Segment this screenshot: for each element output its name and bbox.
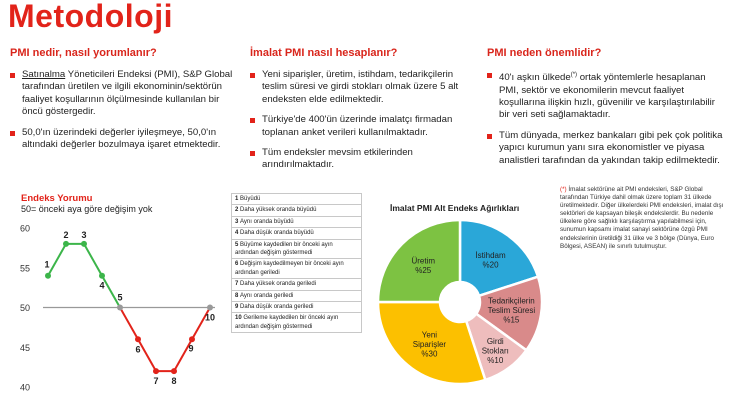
bullet-text: Tüm dünyada, merkez bankaları gibi pek çok politika yapıcı kurumun yanı sıra ekonomistler ve piyasa analistleri tarafından da yakından takip edilmektedir. [499,129,723,166]
footnote [560,186,732,251]
data-point [207,305,213,311]
legend-row [232,302,362,313]
bullet-item [250,114,470,139]
legend-cell [232,228,362,239]
legend-cell [232,279,362,290]
y-tick-label: 50 [19,303,30,313]
slice-label: Girdi Stokları %10 [481,337,509,366]
pie-chart-title: İmalat PMI Alt Endeks Ağırlıkları [390,203,520,213]
legend-cell [232,313,362,333]
data-point [45,273,51,279]
point-label: 8 [171,376,177,387]
bullet-text: Yeni siparişler, üretim, istihdam, tedarikçilerin teslim süresi ve girdi stokları olmak üzere 5 alt endeksten elde edilmektedir. [262,69,459,105]
legend-cell [232,302,362,313]
legend-cell [232,194,362,205]
column-what-is-pmi [10,47,238,159]
legend-row [232,279,362,290]
slice-label: Üretim %25 [411,256,436,275]
legend-number: 9 [235,304,241,311]
point-label: 2 [63,229,69,240]
legend-row [232,194,362,205]
y-tick-label: 60 [19,223,30,234]
line-segment [84,244,102,276]
column-heading: PMI nedir, nasıl yorumlanır? [10,47,157,59]
data-point [81,241,87,247]
bullet-item [250,147,470,172]
column-heading: İmalat PMI nasıl hesaplanır? [250,47,398,59]
page-title: Metodoloji [8,0,173,34]
legend-number: 1 [235,196,241,202]
bullet-text: Türkiye'de 400'ün üzerinde imalatçı firmadan toplanan anket verileri kullanılmaktadır. [262,114,453,138]
legend-text: Daha yüksek oranda geriledi [240,281,317,288]
legend-row [232,290,362,301]
line-segment [120,308,138,340]
point-label: 4 [99,280,105,291]
legend-row [232,216,362,227]
index-line-chart [0,214,228,394]
line-segment [48,244,66,276]
bullet-text: ortak yöntemlerle hesaplanan PMI, sektör ve ekonomilerin mevcut faaliyet koşullarına ilişkin hızlı, güvenilir ve karşılaştırılabilir bir veri seti sağlamaktadır. [499,72,715,121]
point-label: 6 [135,344,141,355]
legend-number: 3 [235,218,241,225]
endeks-subtitle: 50= önceki aya göre değişim yok [21,204,153,214]
legend-cell [232,239,362,259]
legend-row [232,239,362,259]
legend-number: 6 [235,261,241,268]
legend-text: Gerileme kaydedilen bir önceki ayın ardından değişim göstermedi [235,315,339,330]
bullet-text: Tüm endeksler mevsim etkilerinden arındırılmaktadır. [262,147,413,171]
data-point [189,336,195,342]
slice-label: Yeni Siparişler %30 [412,330,447,359]
legend-text: Değişim kaydedilmeyen bir önceki ayın ardından geriledi [235,261,344,276]
slice-label: Tedarikçilerin Teslim Süresi %15 [487,296,536,325]
point-label: 3 [81,229,87,240]
bullet-text: 40'ı aşkın ülkede [499,72,571,84]
column-why-important [487,47,727,175]
legend-cell [232,290,362,301]
legend-row [232,205,362,216]
bullet-item [250,69,470,106]
legend-text: Aynı oranda geriledi [240,292,294,299]
legend-row [232,259,362,279]
point-label: 1 [44,259,50,270]
bullet-item [487,69,727,122]
point-label: 5 [117,292,123,303]
legend-row [232,313,362,333]
data-point [99,273,105,279]
legend-cell [232,205,362,216]
column-heading: PMI neden önemlidir? [487,47,602,59]
bullet-item [487,130,727,167]
legend-number: 10 [235,315,244,322]
legend-cell [232,259,362,279]
footnote-marker: (*) [570,72,578,78]
slice-label: İstihdam %20 [475,251,506,270]
legend-text: Daha düşük oranda geriledi [240,304,314,311]
footnote-marker: (*) [560,186,567,193]
bullet-item [10,127,238,152]
bullet-text: 50,0'ın üzerindeki değerler iyileşmeye, 50,0'ın altındaki değerler bozulmaya işaret etmektedir. [22,126,221,151]
data-point [63,241,69,247]
legend-number: 7 [235,281,241,288]
point-label: 7 [153,376,159,387]
data-point [153,368,159,374]
bullet-item [10,69,238,119]
line-segment [138,339,156,371]
legend-number: 2 [235,207,241,214]
data-point [117,305,123,311]
y-tick-label: 55 [19,263,30,274]
y-tick-label: 45 [19,342,30,353]
column-how-calculated [250,47,470,180]
point-label: 10 [204,312,216,323]
point-label: 9 [188,343,194,354]
underlined-word: Satınalma [22,69,66,80]
legend-text: Büyüme kaydedilen bir önceki ayın ardından değişim göstermedi [235,241,333,257]
index-legend-table [231,193,362,333]
legend-text: Daha yüksek oranda büyüdü [240,207,317,214]
legend-text: Daha düşük oranda büyüdü [240,230,314,237]
legend-text: Büyüdü [240,196,261,202]
data-point [135,336,141,342]
legend-row [232,228,362,239]
subindex-weights-pie-chart [370,212,550,392]
legend-text: Aynı oranda büyüdü [240,218,294,225]
y-tick-label: 40 [19,382,30,393]
bullet-text: Yöneticileri Endeksi (PMI), S&P Global tarafından üretilen ve ilgili ekonominin/sektörün faaliyet koşullarının ölçülmesinde kullanılan bir öncü göstergedir. [22,69,233,118]
legend-cell [232,216,362,227]
legend-number: 5 [235,241,241,248]
legend-number: 8 [235,292,241,299]
endeks-title: Endeks Yorumu [21,193,93,204]
legend-number: 4 [235,230,241,237]
footnote-text: İmalat sektörüne ait PMI endeksleri, S&P Global tarafından Türkiye dahil olmak üzere toplam 31 ülkede üretilmektedir. Diğer ülkelerdeki PMI endeksleri, imalat dışı sektörleri de kapsayan bileşik endekslerdir. Bu nedenle ülkelere göre sağlıklı karşılaştırma yapılabilmesi için, sunumun kapsamı imalat sanayi sektörüne özgü PMI endekslerinin üretildiği 31 ülke ve 3 bölge (Dünya, Euro Bölgesi, ASEAN) ile sınırlı tutulmuştur. [560,186,724,250]
data-point [171,368,177,374]
